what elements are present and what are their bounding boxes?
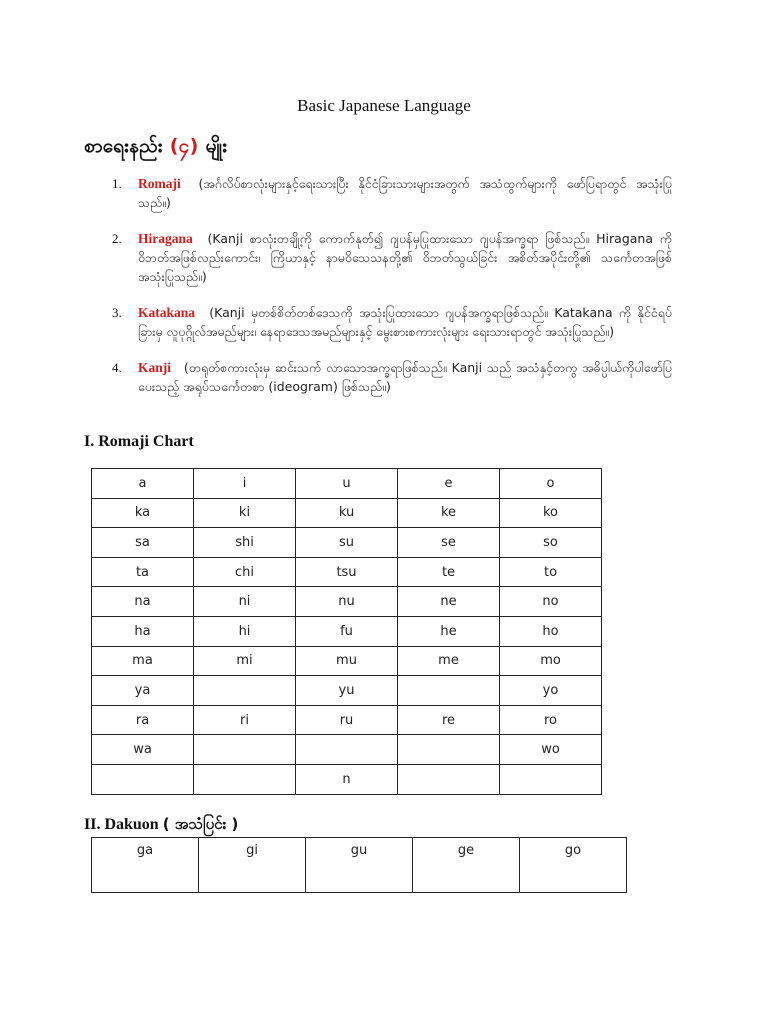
list-item bbox=[112, 229, 672, 286]
item-body bbox=[138, 174, 672, 212]
table-cell: so bbox=[500, 528, 602, 558]
table-cell: ko bbox=[500, 498, 602, 528]
dakuon-heading-text: II. Dakuon bbox=[84, 816, 159, 833]
table-cell: mu bbox=[296, 646, 398, 676]
table-cell: hi bbox=[194, 616, 296, 646]
table-row bbox=[92, 705, 602, 735]
list-item bbox=[112, 174, 672, 212]
table-cell: ta bbox=[92, 557, 194, 587]
table-cell: fu bbox=[296, 616, 398, 646]
item-term: Kanji bbox=[138, 360, 172, 375]
table-cell: n bbox=[296, 764, 398, 794]
table-cell: gi bbox=[199, 838, 306, 893]
heading-suffix: မျိုး bbox=[205, 135, 228, 157]
writing-systems-heading bbox=[84, 134, 227, 162]
table-cell bbox=[500, 764, 602, 794]
table-cell: ra bbox=[92, 705, 194, 735]
table-cell: ma bbox=[92, 646, 194, 676]
romaji-chart-table bbox=[91, 468, 602, 795]
table-cell: ka bbox=[92, 498, 194, 528]
table-row bbox=[92, 838, 627, 893]
dakuon-heading bbox=[84, 815, 238, 837]
table-cell: yu bbox=[296, 676, 398, 706]
table-cell: ni bbox=[194, 587, 296, 617]
item-body bbox=[138, 303, 672, 341]
table-row bbox=[92, 616, 602, 646]
table-cell: u bbox=[296, 469, 398, 499]
table-row bbox=[92, 469, 602, 499]
table-cell: ga bbox=[92, 838, 199, 893]
item-number: 4. bbox=[112, 360, 122, 375]
table-cell: o bbox=[500, 469, 602, 499]
page-title: Basic Japanese Language bbox=[297, 96, 471, 115]
table-cell: ne bbox=[398, 587, 500, 617]
table-cell bbox=[296, 735, 398, 765]
table-cell: shi bbox=[194, 528, 296, 558]
table-cell bbox=[92, 764, 194, 794]
table-cell: a bbox=[92, 469, 194, 499]
item-body bbox=[138, 358, 672, 396]
dakuon-table bbox=[91, 837, 627, 893]
table-cell: ya bbox=[92, 676, 194, 706]
table-cell bbox=[194, 735, 296, 765]
table-cell: sa bbox=[92, 528, 194, 558]
table-cell: e bbox=[398, 469, 500, 499]
table-cell: se bbox=[398, 528, 500, 558]
item-number: 3. bbox=[112, 305, 122, 320]
item-description: (Kanji မှတစ်စိတ်တစ်ဒေသကို အသုံးပြုထားသော ဂျပန်အက္ခရာဖြစ်သည်။ Katakana ကို နိုင်ငံရပ်ခြားမှ လူပုဂ္ဂိုလ်အမည်များ၊ နေရာဒေသအမည်များနှင့် မွေးစားစကားလုံးများ ရေးသားရာတွင် အသုံးပြုသည်။) bbox=[138, 305, 672, 339]
table-cell: he bbox=[398, 616, 500, 646]
table-cell bbox=[194, 676, 296, 706]
table-cell: ki bbox=[194, 498, 296, 528]
table-cell: ke bbox=[398, 498, 500, 528]
table-cell: ru bbox=[296, 705, 398, 735]
table-cell: na bbox=[92, 587, 194, 617]
table-cell bbox=[194, 764, 296, 794]
item-number: 2. bbox=[112, 231, 122, 246]
table-cell bbox=[398, 735, 500, 765]
table-cell: nu bbox=[296, 587, 398, 617]
heading-count: (၄) bbox=[169, 135, 199, 157]
table-row bbox=[92, 528, 602, 558]
table-row bbox=[92, 676, 602, 706]
table-cell: to bbox=[500, 557, 602, 587]
writing-systems-list bbox=[112, 174, 672, 396]
table-cell: no bbox=[500, 587, 602, 617]
item-description: (တရုတ်စကားလုံးမှ ဆင်းသက် လာသောအက္ခရာဖြစ်သည်။ Kanji သည် အသံနှင့်တကွ အဓိပ္ပါယ်ကိုပါဖော်ပြပေးသည့် အရုပ်သင်္ကေတစာ (ideogram) ဖြစ်သည်။) bbox=[138, 360, 672, 394]
table-cell: go bbox=[520, 838, 627, 893]
table-row bbox=[92, 498, 602, 528]
table-cell: yo bbox=[500, 676, 602, 706]
heading-prefix: စာရေးနည်း bbox=[84, 135, 163, 157]
list-item bbox=[112, 358, 672, 396]
table-row bbox=[92, 646, 602, 676]
table-cell bbox=[398, 676, 500, 706]
table-row bbox=[92, 587, 602, 617]
table-cell: ha bbox=[92, 616, 194, 646]
table-cell: gu bbox=[306, 838, 413, 893]
table-cell: su bbox=[296, 528, 398, 558]
table-cell: ge bbox=[413, 838, 520, 893]
table-cell: re bbox=[398, 705, 500, 735]
table-cell: wa bbox=[92, 735, 194, 765]
table-cell: ho bbox=[500, 616, 602, 646]
list-item bbox=[112, 303, 672, 341]
table-row bbox=[92, 735, 602, 765]
item-description: (အင်္ဂလိပ်စာလုံးများနှင့်ရေးသားပြီး နိုင်ငံခြားသားများအတွက် အသံထွက်များကို ဖော်ပြရာတွင် အသုံးပြုသည်။) bbox=[138, 176, 672, 210]
dakuon-heading-mm: ( အသံပြင်း ) bbox=[162, 815, 239, 833]
table-cell: ro bbox=[500, 705, 602, 735]
table-cell: chi bbox=[194, 557, 296, 587]
item-term: Hiragana bbox=[138, 231, 193, 246]
item-term: Katakana bbox=[138, 305, 196, 320]
table-cell: mo bbox=[500, 646, 602, 676]
table-row bbox=[92, 557, 602, 587]
table-cell: mi bbox=[194, 646, 296, 676]
item-body bbox=[138, 229, 672, 286]
item-number: 1. bbox=[112, 176, 122, 191]
table-row bbox=[92, 764, 602, 794]
table-cell: ri bbox=[194, 705, 296, 735]
table-cell: ku bbox=[296, 498, 398, 528]
table-cell: i bbox=[194, 469, 296, 499]
romaji-chart-heading: I. Romaji Chart bbox=[84, 433, 194, 450]
table-cell: wo bbox=[500, 735, 602, 765]
table-cell: te bbox=[398, 557, 500, 587]
table-cell: tsu bbox=[296, 557, 398, 587]
table-cell bbox=[398, 764, 500, 794]
table-cell: me bbox=[398, 646, 500, 676]
item-description: (Kanji စာလုံးတချို့ကို ကောက်နုတ်၍ ဂျပန်မှပြုထားသော ဂျပန်အက္ခရာ ဖြစ်သည်။ Hiragana ကို ဝိဘတ်အဖြစ်လည်းကောင်း၊ ကြိယာနှင့် နာမဝိသေသနတို့၏ ဝိဘတ်သွယ်ခြင်း အစိတ်အပိုင်းတို့၏ သင်္ကေတအဖြစ်အသုံးပြုသည်။) bbox=[138, 231, 672, 284]
item-term: Romaji bbox=[138, 176, 181, 191]
